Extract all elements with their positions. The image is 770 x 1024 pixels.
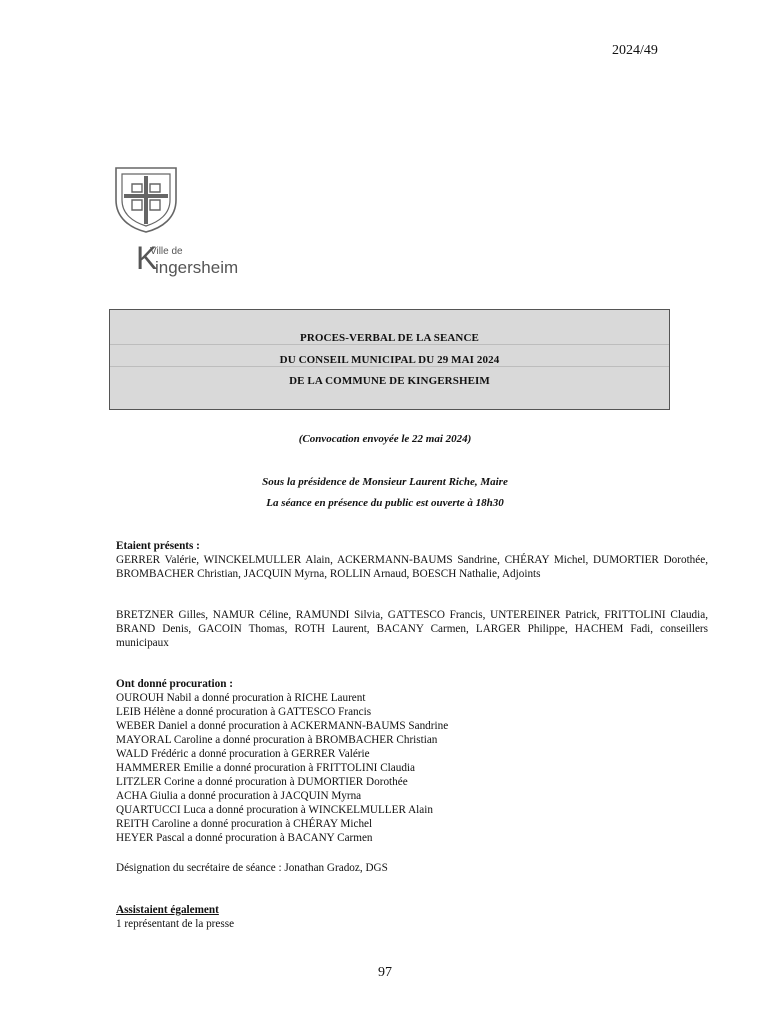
page-number: 97 bbox=[378, 965, 392, 980]
procuration-item: OUROUH Nabil a donné procuration à RICHE Laurent bbox=[116, 692, 366, 704]
procurations-heading: Ont donné procuration : bbox=[116, 678, 233, 690]
title-line: PROCES-VERBAL DE LA SEANCE bbox=[300, 332, 479, 344]
procuration-item: ACHA Giulia a donné procuration à JACQUIN Myrna bbox=[116, 790, 362, 802]
logo-city-name: ingersheim bbox=[155, 258, 239, 277]
title-line: DE LA COMMUNE DE KINGERSHEIM bbox=[289, 375, 490, 387]
procuration-item: HEYER Pascal a donné procuration à BACANY Carmen bbox=[116, 832, 373, 844]
procuration-item: WALD Frédéric a donné procuration à GERRER Valérie bbox=[116, 748, 370, 760]
ouverture-line: La séance en présence du public est ouverte à 18h30 bbox=[266, 497, 504, 509]
document-reference: 2024/49 bbox=[612, 43, 658, 58]
coat-of-arms-icon bbox=[112, 164, 180, 234]
convocation-note: (Convocation envoyée le 22 mai 2024) bbox=[298, 433, 472, 445]
procuration-item: MAYORAL Caroline a donné procuration à BROMBACHER Christian bbox=[116, 734, 438, 746]
procuration-item: LEIB Hélène a donné procuration à GATTESCO Francis bbox=[116, 706, 372, 718]
assistaient-section bbox=[116, 903, 708, 931]
conseillers-list: BRETZNER Gilles, NAMUR Céline, RAMUNDI Silvia, GATTESCO Francis, UNTEREINER Patrick, FRITTOLINI Claudia, BRAND Denis, GACOIN Thomas, ROTH Laurent, BACANY Carmen, LARGER Philippe, HACHEM Fadi, conseillers municipaux bbox=[116, 609, 708, 649]
procuration-item: WEBER Daniel a donné procuration à ACKERMANN-BAUMS Sandrine bbox=[116, 720, 449, 732]
procuration-item: REITH Caroline a donné procuration à CHÉRAY Michel bbox=[116, 818, 373, 830]
assistaient-text: 1 représentant de la presse bbox=[116, 918, 235, 930]
title-box bbox=[109, 309, 670, 410]
presents-heading: Etaient présents : bbox=[116, 540, 200, 552]
presents-section bbox=[116, 539, 708, 581]
secretaire-line: Désignation du secrétaire de séance : Jonathan Gradoz, DGS bbox=[116, 862, 388, 874]
adjoints-list: GERRER Valérie, WINCKELMULLER Alain, ACKERMANN-BAUMS Sandrine, CHÉRAY Michel, DUMORTIER Dorothée, BROMBACHER Christian, JACQUIN Myrna, ROLLIN Arnaud, BOESCH Nathalie, Adjoints bbox=[116, 554, 708, 580]
logo-letter: K bbox=[136, 240, 158, 276]
procuration-item: QUARTUCCI Luca a donné procuration à WINCKELMULLER Alain bbox=[116, 804, 433, 816]
assistaient-heading: Assistaient également bbox=[116, 904, 219, 916]
logo-small-text: Ville de bbox=[150, 246, 183, 257]
procuration-item: HAMMERER Emilie a donné procuration à FRITTOLINI Claudia bbox=[116, 762, 416, 774]
presidence-line: Sous la présidence de Monsieur Laurent Riche, Maire bbox=[262, 476, 508, 488]
procuration-item: LITZLER Corine a donné procuration à DUMORTIER Dorothée bbox=[116, 776, 408, 788]
procurations-section bbox=[116, 677, 708, 845]
title-line: DU CONSEIL MUNICIPAL DU 29 MAI 2024 bbox=[279, 354, 500, 366]
